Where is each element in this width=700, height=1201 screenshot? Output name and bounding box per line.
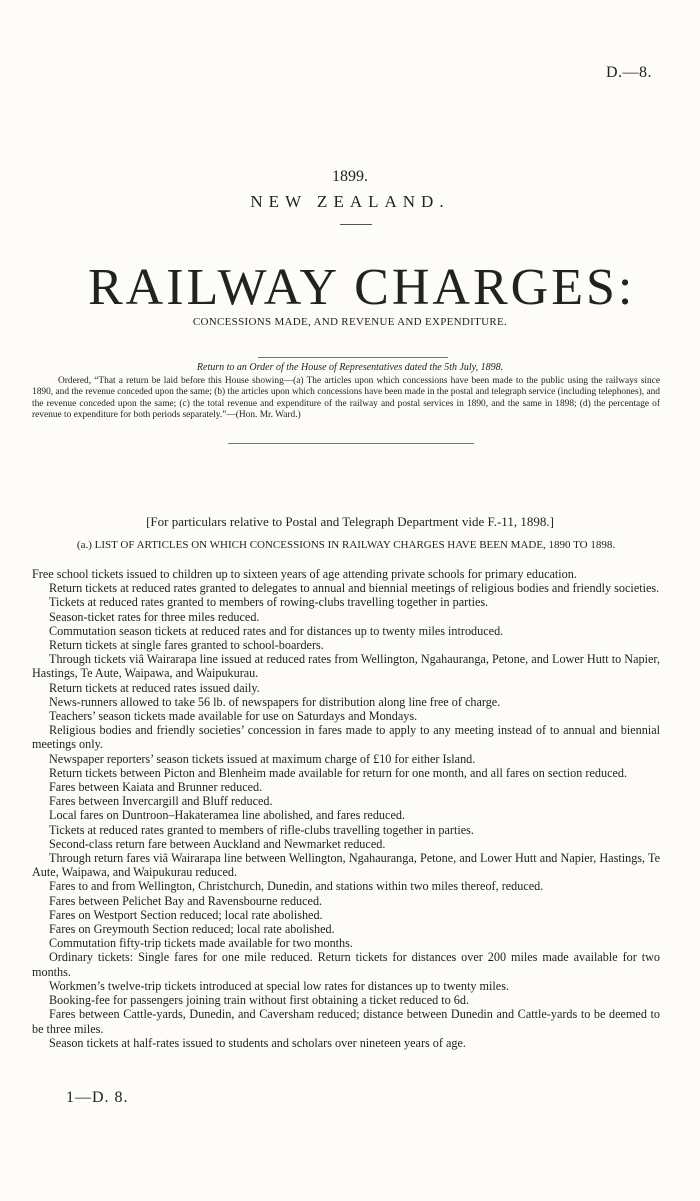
document-number: D.—8. bbox=[605, 64, 652, 81]
return-order-line: Return to an Order of the House of Representatives dated the 5th July, 1898. bbox=[196, 362, 504, 373]
section-heading: (a.) LIST OF ARTICLES ON WHICH CONCESSIONS IN RAILWAY CHARGES HAVE BEEN MADE, 1890 TO 1898. bbox=[76, 539, 616, 551]
list-item: Local fares on Duntroon–Hakateramea line abolished, and fares reduced. bbox=[49, 808, 405, 823]
divider-rule bbox=[258, 357, 448, 358]
list-item: Fares on Greymouth Section reduced; local rate abolished. bbox=[49, 922, 335, 937]
page-footer-signature: 1—D. 8. bbox=[66, 1089, 129, 1106]
year: 1899. bbox=[332, 168, 368, 185]
page-title: RAILWAY CHARGES: bbox=[88, 259, 636, 316]
list-item: Through return fares viâ Wairarapa line between Wellington, Ngahauranga, Petone, and Lower Hutt and Napier, Hastings, Te Aute, Waipawa, and Waipukurau reduced. bbox=[32, 851, 660, 880]
list-item: Second-class return fare between Auckland and Newmarket reduced. bbox=[49, 836, 386, 851]
list-item: Return tickets at single fares granted to school-boarders. bbox=[49, 638, 324, 653]
page-subtitle: CONCESSIONS MADE, AND REVENUE AND EXPENDITURE. bbox=[192, 316, 508, 328]
list-item: Teachers’ season tickets made available for use on Saturdays and Mondays. bbox=[49, 709, 418, 724]
list-item: Tickets at reduced rates granted to members of rifle-clubs travelling together in parties. bbox=[49, 822, 474, 837]
list-item: Ordinary tickets: Single fares for one mile reduced. Return tickets for distances over 200 miles made available for two months. bbox=[32, 950, 660, 979]
list-item: Return tickets between Picton and Blenheim made available for return for one month, and all fares on section reduced. bbox=[49, 765, 628, 780]
list-item: Commutation season tickets at reduced rates and for distances up to twenty miles introduced. bbox=[49, 623, 504, 638]
list-item: Fares between Invercargill and Bluff reduced. bbox=[49, 794, 273, 809]
list-item: Fares to and from Wellington, Christchurch, Dunedin, and stations within two miles thereof, reduced. bbox=[49, 879, 544, 894]
divider-rule bbox=[340, 224, 372, 225]
list-item: Booking-fee for passengers joining train without first obtaining a ticket reduced to 6d. bbox=[49, 993, 470, 1008]
list-item: Fares between Kaiata and Brunner reduced. bbox=[49, 780, 263, 795]
divider-rule bbox=[228, 443, 474, 444]
country-heading: NEW ZEALAND. bbox=[250, 192, 450, 211]
list-item: Fares on Westport Section reduced; local rate abolished. bbox=[49, 907, 323, 922]
list-item: Newspaper reporters’ season tickets issued at maximum charge of £10 for either Island. bbox=[49, 751, 476, 766]
list-item: Commutation fifty-trip tickets made available for two months. bbox=[49, 936, 353, 951]
list-item: Tickets at reduced rates granted to members of rowing-clubs travelling together in parties. bbox=[49, 595, 489, 610]
concession-list bbox=[32, 567, 660, 1050]
list-item: Religious bodies and friendly societies’ concession in fares made to apply to any meeting instead of to annual and biennial meetings only. bbox=[32, 723, 660, 752]
list-item: Season-ticket rates for three miles reduced. bbox=[49, 609, 260, 624]
list-item: Through tickets viâ Wairarapa line issued at reduced rates from Wellington, Ngahauranga, Petone, and Lower Hutt to Napier, Hastings, Te Aute, Waipawa, and Waipukurau. bbox=[32, 652, 660, 681]
list-item: Fares between Pelichet Bay and Ravensbourne reduced. bbox=[49, 893, 323, 908]
list-item: Free school tickets issued to children up to sixteen years of age attending private schools for primary education. bbox=[32, 567, 577, 581]
list-item: Return tickets at reduced rates granted to delegates to annual and biennial meetings of religious bodies and friendly societies. bbox=[49, 581, 660, 596]
list-item: Season tickets at half-rates issued to students and scholars over nineteen years of age. bbox=[49, 1035, 466, 1050]
cross-reference-note: [For particulars relative to Postal and Telegraph Department vide F.-11, 1898.] bbox=[146, 514, 554, 529]
order-paragraph: Ordered, “That a return be laid before this House showing—(a) The articles upon which concessions have been made to the public using the railways since 1890, and the revenue conceded upon the same; (b) the articles upon which concessions have been made in the postal and telegraph service (including telephones), and the revenue conceded upon the same; (c) the total revenue and expenditure of the railway and postal services in 1890, and the same in 1898; (d) the percentage of revenue to expenditure for both periods separately.”—(Hon. Mr. Ward.) bbox=[32, 376, 660, 421]
list-item: Fares between Cattle-yards, Dunedin, and Caversham reduced; distance between Dunedin and Cattle-yards to be deemed to be three miles. bbox=[32, 1007, 660, 1036]
list-item: Workmen’s twelve-trip tickets introduced at special low rates for distances up to twenty miles. bbox=[49, 978, 509, 993]
list-item: News-runners allowed to take 56 lb. of newspapers for distribution along line free of charge. bbox=[49, 694, 501, 709]
list-item: Return tickets at reduced rates issued daily. bbox=[49, 680, 260, 695]
